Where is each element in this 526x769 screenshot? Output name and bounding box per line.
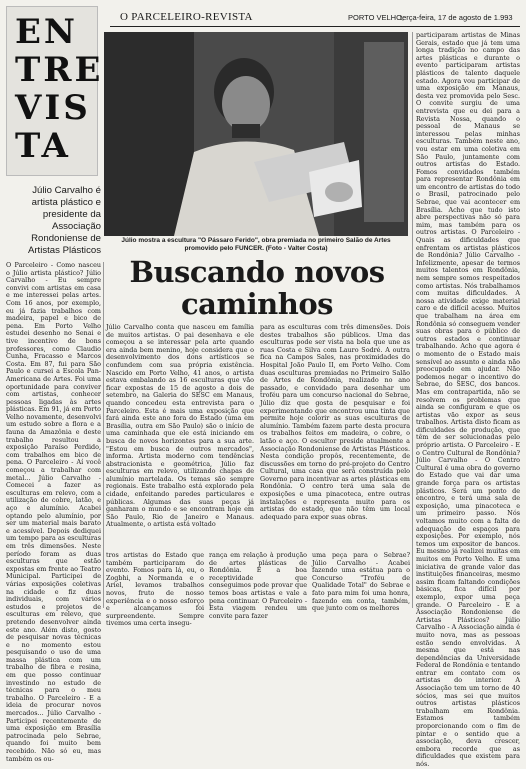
article-column-right: participaram artistas de Minas Gerais, estado que já tem uma longa tradição no campo das artes plásticas e durante o evento participaram artistas plásticos de talento daquele estado. Agora vou participar de uma exposição em Manaus, desta vez promovida pelo Sesc. O convite surgiu de uma entrevista que eu dei para a Revista Nossa, quando o pessoal de Manaus se interessou pelas minhas esculturas. Também neste ano, vou estar em uma coletiva em São Paulo, juntamente com outros artistas do Estado. Fomos convidados também para representar Rondônia em um encontro de artistas do todo o Brasil, patrocinado pelo Sebrae, que vai acontecer em Brasília. Acho que tudo isto abre perspectivas não só para mim, mas também para os outros artistas. O Parceleiro - Quais as dificuldades que enfrentam os artistas plásticos de Rondônia? Júlio Carvalho - Infelizmente, apesar de termos muitos talentos em Rondônia, nem sempre somos respeitados como artistas. Nós trabalhamos com muitas dificuldades. A nossa atividade exige material caro e de difícil acesso. Muitos que trabalham na área em Rondônia só conseguem vender suas obras para o público de outros estados e continuar trabalhando. Acho que agora é o momento de o Estado mais sensível ao assunto e ainda não preocupado em ajudar. Não podemos negar o incentivo do Sebrae, do SESC, dos bancos. Mas em contrapartida, não se resolvem os problemas que ainda se configuram e que os artistas vão expor as seus trabalhos. Artista disto ficam as dificuldades de produção, que têm de ser solucionadas pelo próprio artista. O Parceleiro - E o Centro Cultural de Rondônia? Júlio Carvalho - O Centro Cultural é uma obra do governo do Estado que vai dar uma grande força para os artistas plásticos. Será um ponto de encontro, e terá uma sala de exposição, uma pinacoteca e um primeiro passo. Nós voltamos muito com a falta de adequação de espaços para exposições. Por exemplo, nós temos um expositor de bancos. Eu mesmo já realizei muitas em muitos em Porto Velho. E uma iniciativa de grande valor das instituições financeiras, mesmo assim ficam faltando condições básicas, fica difícil por exemplo, expor uma peça grande. O Parceleiro - E a Associação Rondoniense de Artistas Plásticos? Júlio Carvalho - A Associação ainda é muito nova, mas as pessoas estão sendo envolvidas. A mesma que está nas dependências da Universidade Federal de Rondônia e tentando entrar em contato com os artistas do interior. A Associação tem um torno de 40 sócios, mas sei que muitos outros artistas plásticos trabalham em Rondônia. Estamos também proporcionando com o fim de pintar e o sentido que a associação, deva crescer, embora recorde que as dificuldades que existem para nós.	[416, 31, 521, 768]
intro-blurb: Júlio Carvalho é artista plástico e presidente da Associação Rondoniense de Artistas Plásticos	[27, 185, 101, 256]
article-column-bottom-1: tros artistas do Estado que também participaram do evento. Fomos para lá, eu, o Zogbhi, a Normanda e o Ariel, levamos trabalhos novos, fruto de nosso experiência e o nosso esforço e alcançamos foi surpreendente. Sempre tivemos uma certa insegu-	[106, 551, 204, 628]
article-headline: Buscando novos caminhos	[129, 255, 385, 321]
article-column-bottom-2: rança em relação à produção de artes plásticas de Rondônia. E a boa receptividade que conseguimos pode provar que temos boas artistas e vale a pena continuar. O Parceleiro - Esta viagem rendeu um convite para fazer	[209, 551, 307, 620]
column-rule	[103, 262, 104, 608]
article-column-left: O Parceleiro - Como nasceu o Júlio artista plástico? Júlio Carvalho - Eu sempre convivi com artistas em casa e me interessei pelas artes. Com 16 anos, por exemplo, eu já fazia trabalhos com madeira, papel e bico de pena. Em Porto Velho estudei desenho no Senai e tive incentivo de bons professores, como Claudio Cunha, Fracasso e Marcos Costa. Em 87, fui para São Paulo e cursei a Escola Pan-Americana de Artes. Foi uma oportunidade para conviver com artistas, conhecer pessoas ligadas às artes plásticas. Em 91, já em Porto Velho novamente, desenvolvi um estudo sobre a flora e a fauna da Amazônia e deste trabalho resultou a exposição Paraíso Perdido, com trabalhos em bico de pena. O Parceleiro - Aí você começou a trabalhar com metal... Júlio Carvalho - Comecei a fazer as esculturas em relevo, com a utilização de cobre, latão, e aço e alumínio. Acabei optando pelo alumínio, por ser um material mais barato e acessível. Depois dediquei um tempo para as esculturas em três dimensões. Neste período foram as duas esculturas que estão expostas em frente ao Teatro Municipal. Participei de várias exposições coletivas na cidade e fiz duas individuais, com vários estudos e projetos de esculturas em relevo, que pretendo desenvolver ainda este ano. Além disto, gosto de pesquisar novas técnicas e no momento estou pesquisando o uso de uma massa plástica com um trabalho de fibra e resina, em que posso continuar investindo no estudo de técnicas para o meu trabalho. O Parceleiro - E a ideia de procurar novos mercados... Júlio Carvalho - Participei recentemente de uma exposição em Brasília patrocinada pelo Sebrae, quando foi muito bem recebido. Não só eu, mas também os ou-	[6, 261, 101, 763]
masthead-city: PORTO VELHO,	[348, 13, 404, 22]
article-column-mid-1: Júlio Carvalho conta que nasceu em família de muitos artistas. O pai desenhava e ele começou a se interessar pela arte quando era ainda bem menino, hoje considera que o desenvolvimento dos dons artísticos se confundem com sua própria existência. Nascido em Porto Velho, 41 anos, o artista estava embalando as 16 esculturas que vão ficar expostas de 15 de agosto a dois de setembro, na Galeria do SESC em Manaus, quando concedeu esta entrevista para o Parceleiro. Esta é mais uma exposição que fará ainda este ano fora do Estado (uma em Brasília, outra em São Paulo) são o início de uma caminhada que ele está iniciando em busca de novos horizontes para a sua arte. "Estou em busca de outros mercados", informa. Artista moderno com tendências abstracionista e geométrica, Júlio faz esculturas em relevo, utilizando chapas de alumínio martelada. Os temas são sempre regionais. Este trabalho está explorado pela cidade, enfeitando paredes particulares e públicas. Algumas das suas peças já ganharam o mundo e se encontram hoje em São Paulo, Rio de Janeiro e Manaus. Atualmente, o artista está voltado	[106, 323, 254, 529]
article-column-bottom-3: uma peça para o Sebrae? Júlio Carvalho - Acabei fazendo uma estátua para o Concurso "Troféu de Qualidade Total" do Sebrae e fato para mim foi uma honra, fazendo em conta, também, que junto com os melhores	[312, 551, 410, 613]
masthead-date: terça-feira, 17 de agosto de 1.993	[400, 13, 513, 22]
newspaper-name: O PARCELEIRO-REVISTA	[120, 11, 253, 23]
column-rule	[412, 32, 413, 608]
photo-caption: Júlio mostra a escultura "O Pássaro Ferido", obra premiada no primeiro Salão de Artes promovido pelo FUNCER. (Foto - Valter Costa)	[121, 237, 391, 252]
article-column-mid-2: para as esculturas com três dimensões. Dois destes trabalhos são públicos. Uma das esculturas pode ser vista na bola que une as ruas Costa e Silva com Lauro Sodré. A outra fica na Campos Sales, nas proximidades do Hospital João Paulo II, em Porto Velho. Com duas esculturas premiadas no Primeiro Salão de Artes de Rondônia, realizado no ano passado, e convidado para desenhar um troféu para um concurso nacional do Sebrae, Júlio diz que gosta de pesquisar e foi experimentando que encontrou uma tinta que permite hoje colorir as suas esculturas de alumínio. Também fazem parte desta procura os trabalhos feitos em madeira, o cobre, o latão e aço. O escultor preside atualmente a Associação Rondoniense de Artistas Plásticos. Nesta condição propôs, recentemente, de discussões em torno do pré-projeto do Centro Cultural, uma casa que será construída pelo Governo para incentivar as artes plásticas em Rondônia. O centro terá uma sala de exposições e uma pinacoteca, entre outras instalações e representa muito para os artistas do estado, que não têm um local adequado para expor suas obras.	[260, 323, 410, 521]
section-label-line: TA	[15, 126, 71, 166]
masthead-rule	[110, 26, 520, 27]
masthead	[110, 11, 520, 25]
section-label-line: EN	[15, 12, 78, 52]
section-label-line: VIS	[15, 88, 91, 128]
photo-illustration	[104, 32, 408, 236]
section-label-line: TRE	[15, 50, 104, 90]
section-label-entrevista	[6, 6, 104, 176]
portrait-photo	[104, 32, 408, 236]
